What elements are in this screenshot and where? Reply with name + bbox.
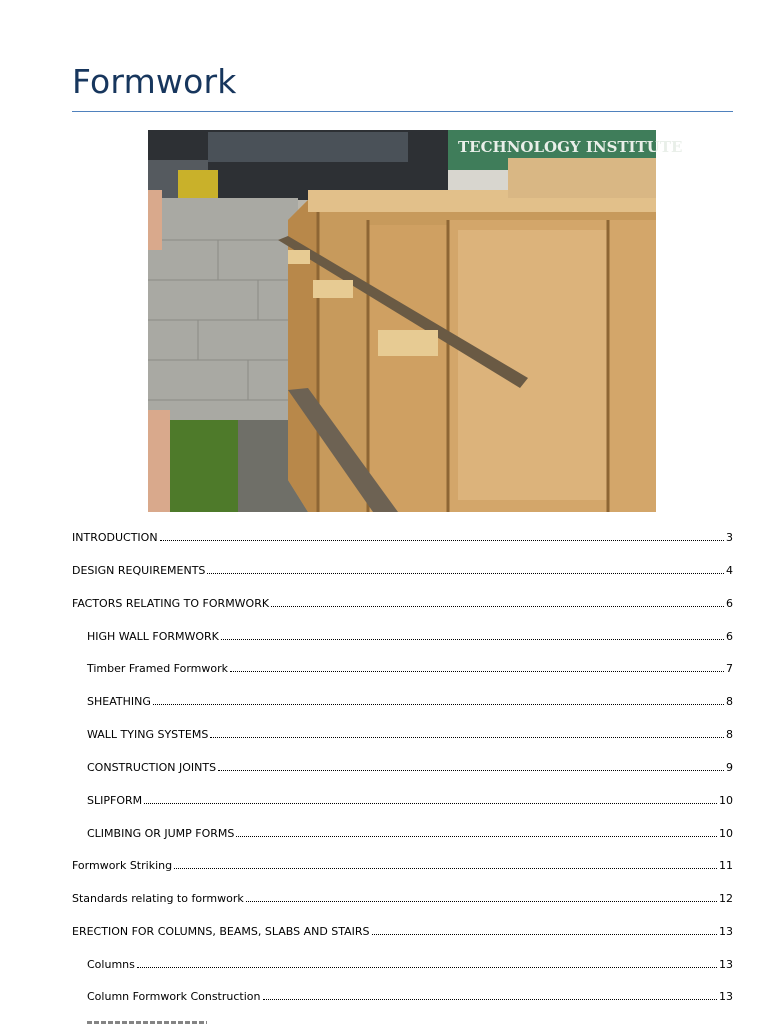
toc-entry-label: DESIGN REQUIREMENTS: [72, 564, 206, 577]
toc-leader: [174, 867, 717, 869]
toc-entry-label: Formwork Striking: [72, 859, 173, 872]
toc-entry-high-wall[interactable]: [87, 627, 733, 643]
toc-entry-standards[interactable]: [72, 889, 733, 905]
toc-entry-page: 13: [719, 925, 733, 938]
toc-entry-page: 9: [726, 761, 733, 774]
toc-leader: [263, 998, 718, 1000]
toc-entry-label: HIGH WALL FORMWORK: [87, 630, 219, 643]
toc-leader: [137, 966, 717, 968]
toc-entry-erection[interactable]: [72, 922, 733, 938]
toc-leader: [144, 802, 717, 804]
toc-leader: [218, 769, 724, 771]
toc-entry-wall-tying[interactable]: [87, 725, 733, 741]
toc-entry-sheathing[interactable]: [87, 692, 733, 708]
title-rule: [72, 111, 733, 112]
toc-entry-factors-relating[interactable]: [72, 594, 733, 610]
toc-leader: [160, 539, 724, 541]
toc-entry-page: 11: [719, 859, 733, 872]
toc-entry-page: 6: [726, 630, 733, 643]
toc-entry-page: 3: [726, 531, 733, 544]
toc-leader: [230, 670, 724, 672]
toc-entry-page: 6: [726, 597, 733, 610]
toc-entry-label: Column Formwork Construction: [87, 990, 261, 1003]
toc-entry-label: Timber Framed Formwork: [87, 662, 229, 675]
toc-entry-page: 12: [719, 892, 733, 905]
toc-entry-label: SHEATHING: [87, 695, 151, 708]
toc-entry-page: 8: [726, 695, 733, 708]
toc-entry-page: 10: [719, 827, 733, 840]
toc-entry-label: CONSTRUCTION JOINTS: [87, 761, 217, 774]
toc-leader: [153, 703, 724, 705]
toc-entry-label: INTRODUCTION: [72, 531, 158, 544]
toc-leader: [372, 933, 717, 935]
toc-entry-slipform[interactable]: [87, 791, 733, 807]
toc-entry-label: SLIPFORM: [87, 794, 143, 807]
toc-leader: [271, 605, 724, 607]
toc-entry-construction-joints[interactable]: [87, 758, 733, 774]
toc-entry-introduction[interactable]: [72, 528, 733, 544]
toc-entry-page: 4: [726, 564, 733, 577]
toc-entry-formwork-striking[interactable]: [72, 856, 733, 872]
toc-entry-page: 13: [719, 958, 733, 971]
toc-entry-climbing-jump[interactable]: [87, 824, 733, 840]
toc-entry-label: Columns: [87, 958, 135, 971]
toc-entry-timber-framed[interactable]: [87, 659, 733, 675]
toc-entry-page: 13: [719, 990, 733, 1003]
toc-entry-label: Standards relating to formwork: [72, 892, 244, 905]
toc-leader: [236, 835, 717, 837]
toc-entry-label: CLIMBING OR JUMP FORMS: [87, 827, 235, 840]
toc-entry-page: 8: [726, 728, 733, 741]
toc-leader: [246, 900, 717, 902]
toc-entry-columns[interactable]: [87, 955, 733, 971]
toc-entry-page: 10: [719, 794, 733, 807]
page-title: Formwork: [72, 62, 237, 101]
toc-leader: [221, 638, 724, 640]
toc-entry-label: WALL TYING SYSTEMS: [87, 728, 209, 741]
toc-leader: [207, 572, 724, 574]
toc-entry-column-formwork-construction[interactable]: [87, 987, 733, 1003]
cut-off-toc-entry: [87, 1016, 207, 1024]
toc-leader: [210, 736, 724, 738]
toc-entry-design-requirements[interactable]: [72, 561, 733, 577]
toc-entry-label: FACTORS RELATING TO FORMWORK: [72, 597, 270, 610]
formwork-photo: [148, 130, 683, 512]
toc-entry-label: ERECTION FOR COLUMNS, BEAMS, SLABS AND STAIRS: [72, 925, 370, 938]
building-sign: TECHNOLOGY INSTITUTE: [458, 138, 683, 156]
toc-entry-page: 7: [726, 662, 733, 675]
